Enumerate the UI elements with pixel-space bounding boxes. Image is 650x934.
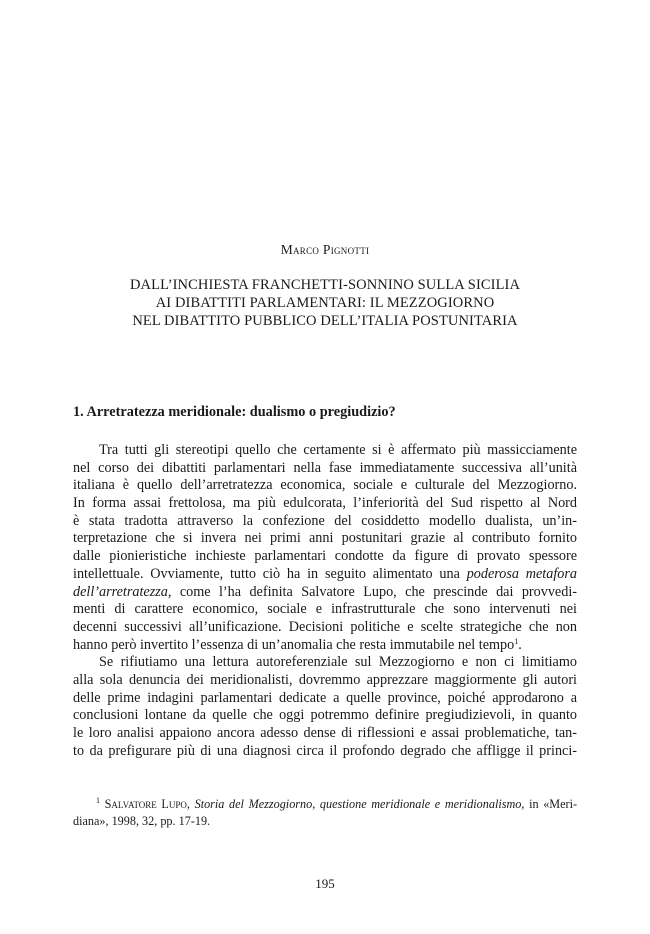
body-line [73, 637, 577, 655]
author-name: Marco Pignotti [280, 242, 370, 257]
title-line: NEL DIBATTITO PUBBLICO DELL’ITALIA POSTUNITARIA [132, 313, 518, 329]
italic-phrase: poderosa metafora [466, 565, 577, 582]
body-line: le loro analisi appaiono ancora adesso dense di riflessioni e assai problematiche, tan- [73, 725, 577, 741]
footnote-separator: , [186, 797, 195, 811]
body-text-run: hanno però invertito l’essenza di un’anomalia che resta immutabile nel tempo [73, 636, 515, 653]
body-line [73, 566, 577, 584]
body-line: Tra tutti gli stereotipi quello che certamente si è affermato più massicciamente [99, 442, 577, 458]
body-line: nel corso dei dibattiti parlamentari nella fase immediatamente successiva all’unità [73, 459, 577, 476]
body-line: decenni successivi all’unificazione. Decisioni politiche e scelte strategiche che non [73, 618, 577, 635]
footnote-rest: , in «Meri- [521, 797, 578, 811]
body-text [73, 442, 577, 760]
body-line: italiana è quello dell’arretratezza economica, sociale e culturale del Mezzogiorno. [73, 477, 577, 494]
page-number: 195 [315, 876, 335, 891]
article-title [60, 276, 590, 330]
body-line: delle prime indagini parlamentari dedicate a quelle province, poiché approdarono a [73, 689, 577, 706]
italic-phrase: dell’arretratezza [73, 583, 168, 600]
body-line: to da prefigurare più di una diagnosi circa il profondo degrado che affligge il princi- [73, 742, 577, 759]
footnote-number: 1 [96, 796, 100, 805]
body-line [73, 584, 577, 602]
body-line: menti di carattere economico, sociale e infrastrutturale che sono intervenuti nei [73, 601, 577, 618]
body-line: alla sola denuncia dei meridionalisti, dovremmo apprezzare maggiormente gli autori [73, 671, 577, 688]
body-line: In forma assai frettolosa, ma più edulcorata, l’inferiorità del Sud rispetto al Nord [73, 495, 577, 512]
body-line: terpretazione che si invera nei primi anni postunitari grazie al contributo fornito [73, 530, 577, 547]
body-line: Se rifiutiamo una lettura autoreferenziale sul Mezzogiorno e non ci limitiamo [99, 654, 577, 671]
body-line: è stata tradotta attraverso la confezione del cosiddetto modello dualista, un’in- [73, 512, 577, 529]
footnote [73, 796, 577, 829]
footnote-ref[interactable]: 1 [514, 636, 519, 646]
footnote-line: diana», 1998, 32, pp. 17-19. [73, 813, 211, 828]
body-text-run: , come l’ha definita Salvatore Lupo, che prescinde dai provvedi- [167, 583, 577, 600]
section-heading: 1. Arretratezza meridionale: dualismo o pregiudizio? [73, 404, 396, 420]
title-line: DALL’INCHIESTA FRANCHETTI-SONNINO SULLA SICILIA [129, 277, 521, 293]
footnote-line [73, 796, 577, 813]
body-line: dalle pionieristiche inchieste parlamentari condotte da figure di provato spessore [73, 548, 577, 565]
body-text-run: . [518, 636, 522, 653]
title-line: AI DIBATTITI PARLAMENTARI: IL MEZZOGIORNO [155, 295, 495, 311]
footnote-work-title: Storia del Mezzogiorno, questione meridionale e meridionalismo [194, 797, 522, 811]
footnote-author: Salvatore Lupo [104, 797, 187, 811]
body-line: conclusioni lontane da quelle che oggi potremmo definire pregiudizievoli, in quanto [73, 707, 577, 724]
body-text-run: intellettuale. Ovviamente, tutto ciò ha in seguito alimentato una [73, 565, 460, 582]
